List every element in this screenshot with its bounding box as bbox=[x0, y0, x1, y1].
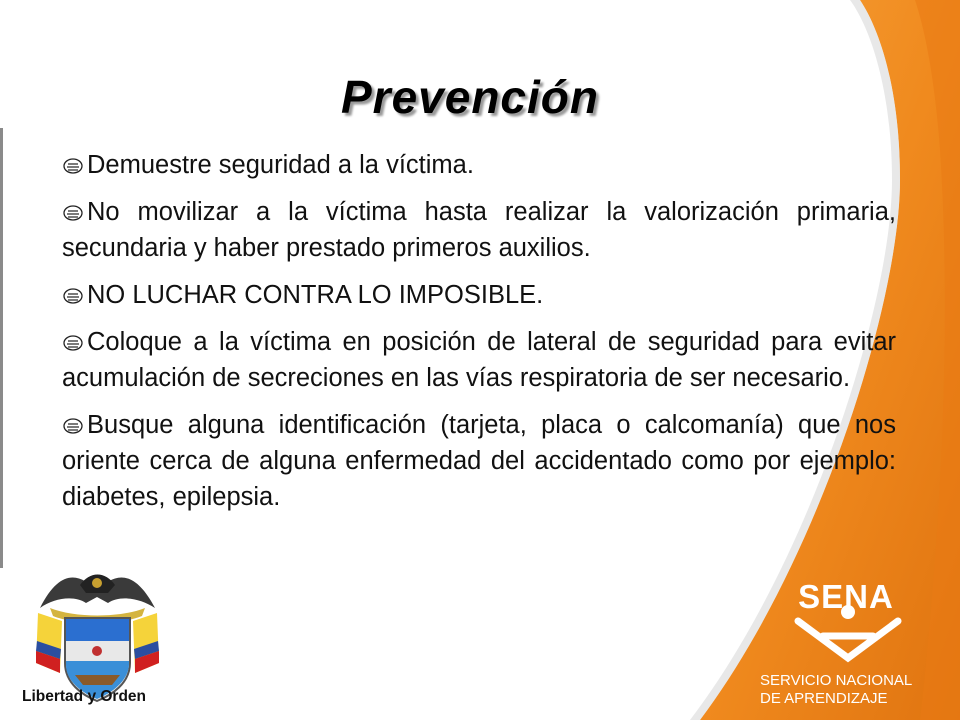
bullet-text: Coloque a la víctima en posición de lateral de seguridad para evitar acumulación de secreciones en las vías respiratoria de ser necesario. bbox=[62, 328, 896, 392]
bullet-item bbox=[62, 407, 896, 515]
slide-title: Prevención bbox=[341, 71, 599, 123]
bullet-text: Busque alguna identificación (tarjeta, placa o calcomanía) que nos oriente cerca de alguna enfermedad del accidentado como por ejemplo: diabetes, epilepsia. bbox=[62, 411, 896, 511]
note-bullet-icon bbox=[62, 197, 84, 221]
bullet-text: No movilizar a la víctima hasta realizar la valorización primaria, secundaria y haber prestado primeros auxilios. bbox=[62, 198, 896, 262]
sena-subtitle-line-2: DE APRENDIZAJE bbox=[760, 690, 888, 707]
bullet-text: Demuestre seguridad a la víctima. bbox=[87, 151, 474, 179]
note-bullet-icon bbox=[62, 410, 84, 434]
note-bullet-icon bbox=[62, 150, 84, 174]
bullet-item bbox=[62, 324, 896, 396]
colombia-logo-caption: Libertad y Orden bbox=[22, 688, 147, 705]
bullet-text: NO LUCHAR CONTRA LO IMPOSIBLE. bbox=[87, 281, 544, 309]
bullet-item bbox=[62, 147, 896, 183]
bullet-list bbox=[62, 147, 896, 526]
sena-wordmark: SENA bbox=[798, 578, 894, 615]
bullet-item bbox=[62, 194, 896, 266]
left-accent-line bbox=[0, 128, 3, 568]
sena-subtitle bbox=[760, 672, 960, 708]
bullet-item bbox=[62, 277, 896, 313]
sena-subtitle-line-1: SERVICIO NACIONAL bbox=[760, 672, 913, 689]
note-bullet-icon bbox=[62, 280, 84, 304]
note-bullet-icon bbox=[62, 327, 84, 351]
